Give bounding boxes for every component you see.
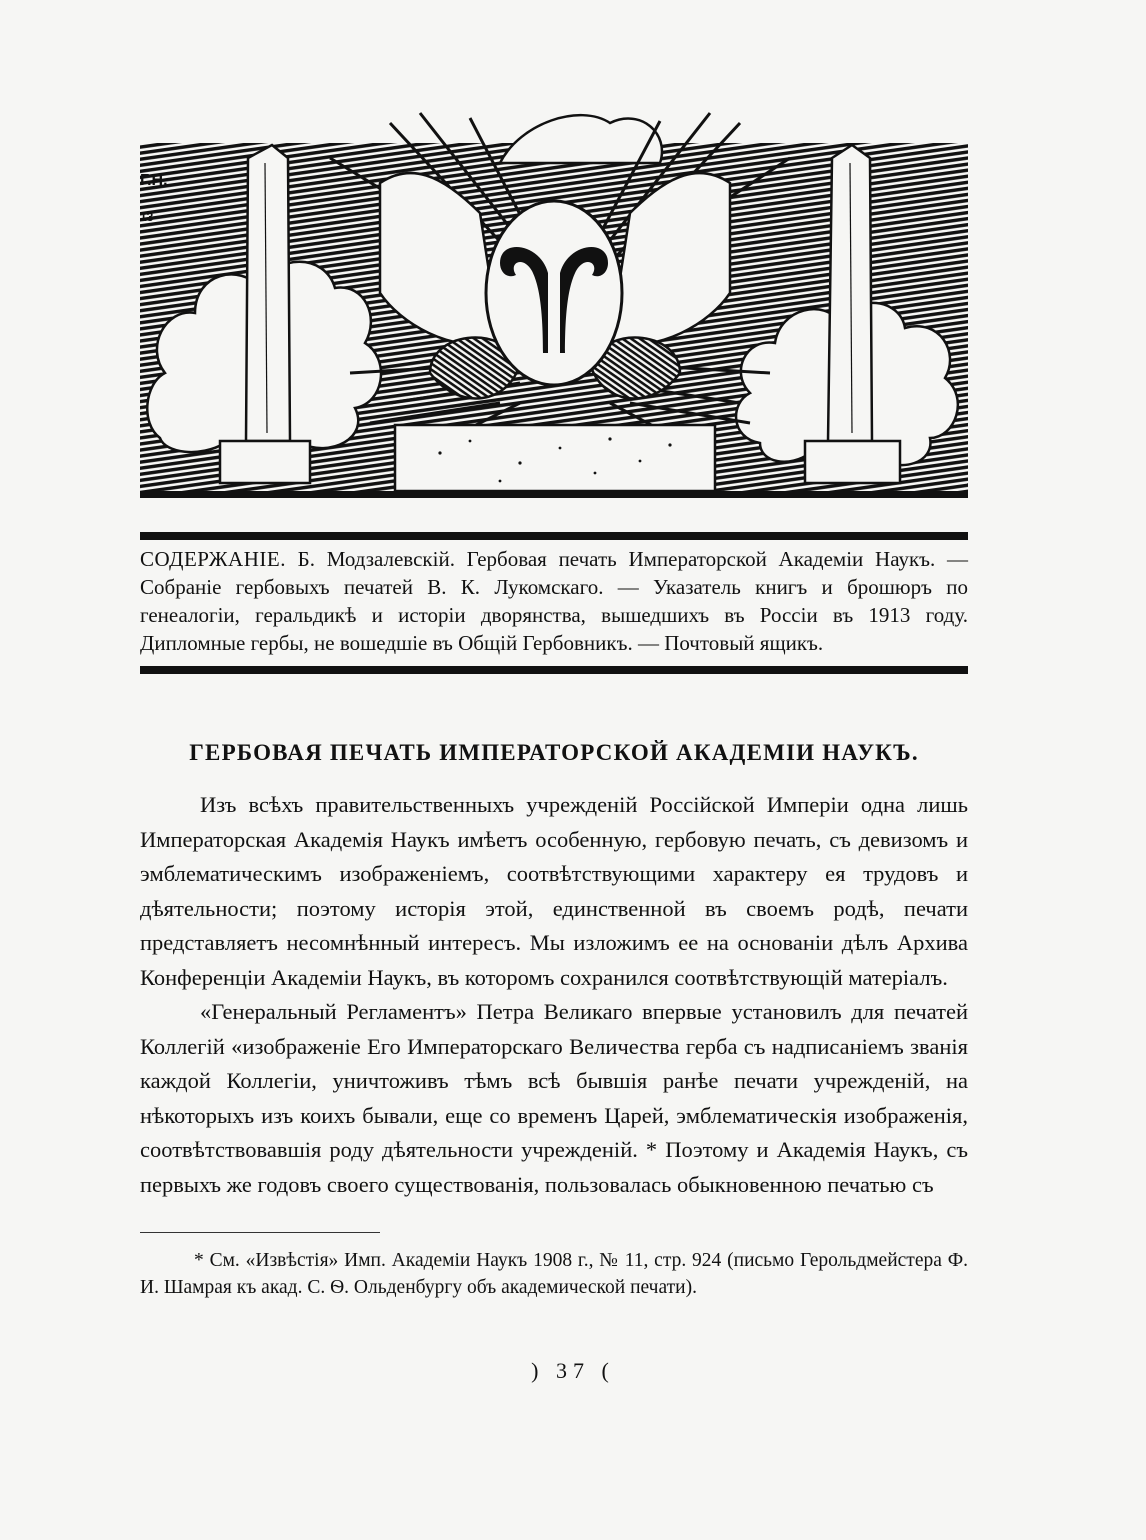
paragraph: «Генеральный Регламентъ» Петра Великаго впервые установилъ для печатей Коллегій «изображеніе Его Императорскаго Величества герба съ надписаніемъ званія каждой Коллегіи, уничтоживъ тѣмъ всѣ бывшія ранѣе печати учрежденій, на нѣкоторыхъ изъ коихъ бывали, еще со временъ Царей, эмблематическія изображенія, соотвѣтствовавшія роду дѣятельности учрежденій. * Поэтому и Академія Наукъ, съ первыхъ же годовъ своего существованія, пользовалась обыкновенною печатью съ	[140, 999, 968, 1197]
page-number: ) 37 (	[531, 1358, 615, 1383]
contents-top-rule	[140, 532, 968, 540]
contents-bottom-rule	[140, 666, 968, 674]
rock	[500, 115, 662, 163]
contents-text: Б. Модзалевскій. Гербовая печать Императорской Академіи Наукъ. — Собраніе гербовыхъ печатей В. К. Лукомскаго. — Указатель книгъ и брошюръ по генеалогіи, геральдикѣ и исторіи дворянства, вышедшихъ въ Россіи въ 1913 году. Дипломные гербы, не вошедшіе въ Общій Гербовникъ. — Почтовый ящикъ.	[140, 547, 968, 655]
footnote	[140, 1247, 968, 1301]
heraldic-trophy-illustration	[140, 103, 968, 503]
article-title: ГЕРБОВАЯ ПЕЧАТЬ ИМПЕРАТОРСКОЙ АКАДЕМІИ НАУКЪ.	[189, 740, 919, 765]
contents-block	[140, 545, 968, 657]
oval-shield	[486, 201, 622, 385]
article-body	[140, 788, 968, 1202]
artist-monogram: Г.Н.	[140, 172, 168, 189]
footnote-text: * См. «Извѣстія» Имп. Академіи Наукъ 1908 г., № 11, стр. 924 (письмо Герольдмейстера Ф. И. Шамрая къ акад. С. Ѳ. Ольденбургу объ академической печати).	[140, 1250, 968, 1298]
pedestal	[395, 425, 715, 491]
contents-label: СОДЕРЖАНІЕ.	[140, 547, 286, 571]
paragraph: Изъ всѣхъ правительственныхъ учрежденій Россійской Имперіи одна лишь Императорская Академія Наукъ имѣетъ особенную, гербовую печать, съ девизомъ и эмблематическимъ изображеніемъ, соотвѣтствующими характеру ея трудовъ и дѣятельности; поэтому исторія этой, единственной въ своемъ родѣ, печати представляетъ несомнѣнный интересъ. Мы изложимъ ее на основаніи дѣлъ Архива Конференціи Академіи Наукъ, въ которомъ сохранился соотвѣтствующій матеріалъ.	[140, 792, 968, 990]
footnote-rule	[140, 1232, 380, 1233]
headpiece-engraving	[140, 103, 968, 503]
artist-monogram-year: 13	[140, 210, 154, 224]
